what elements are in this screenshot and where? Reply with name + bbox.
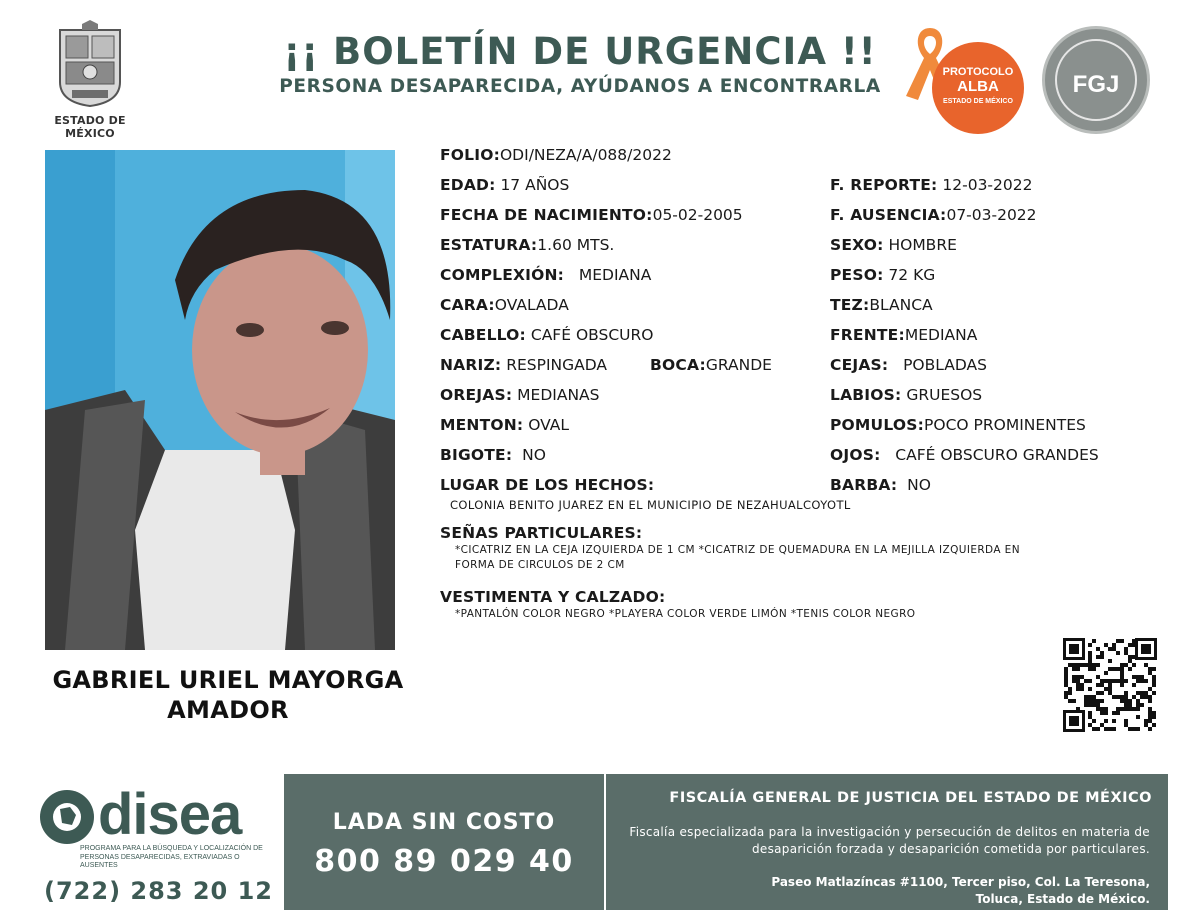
qr-module — [1132, 663, 1136, 667]
qr-module — [1112, 727, 1116, 731]
qr-module — [1124, 691, 1128, 695]
qr-module — [1108, 691, 1112, 695]
field-label: FECHA DE NACIMIENTO: — [440, 206, 653, 224]
field-value: HOMBRE — [883, 236, 957, 254]
field-peso — [830, 265, 935, 285]
qr-module — [1136, 699, 1140, 703]
qr-module — [1144, 695, 1148, 699]
qr-module — [1116, 707, 1120, 711]
qr-module — [1104, 711, 1108, 715]
field-label: FRENTE: — [830, 326, 905, 344]
qr-module — [1096, 683, 1100, 687]
qr-module — [1100, 699, 1104, 703]
field-fecha-nacimiento — [440, 205, 743, 225]
qr-module — [1152, 667, 1156, 671]
field-label: POMULOS: — [830, 416, 925, 434]
qr-code-icon — [1063, 638, 1157, 732]
field-label: BIGOTE: — [440, 446, 513, 464]
field-value: OVAL — [523, 416, 570, 434]
state-label: ESTADO DE MÉXICO — [54, 114, 126, 140]
qr-module — [1112, 695, 1116, 699]
qr-module — [1076, 707, 1080, 711]
qr-module — [1100, 691, 1104, 695]
field-cabello — [440, 325, 653, 345]
qr-module — [1124, 707, 1128, 711]
qr-module — [1064, 683, 1068, 687]
alba-text-line1: PROTOCOLO — [942, 66, 1014, 78]
fgj-seal-ring — [1055, 39, 1137, 121]
qr-module — [1148, 711, 1152, 715]
field-complexion — [440, 265, 651, 285]
field-label: CABELLO: — [440, 326, 526, 344]
fiscalia-address — [590, 874, 1150, 908]
qr-module — [1080, 687, 1084, 691]
field-value: 72 KG — [883, 266, 936, 284]
field-pomulos — [830, 415, 1086, 435]
qr-module — [1084, 699, 1088, 703]
edomex-logo — [28, 20, 152, 140]
qr-module — [1144, 691, 1148, 695]
address-line2: Toluca, Estado de México. — [975, 892, 1150, 906]
field-value: MEDIANA — [904, 326, 978, 344]
qr-module — [1064, 667, 1068, 671]
qr-module — [1132, 695, 1136, 699]
qr-module — [1132, 639, 1136, 643]
person-photo-image — [45, 150, 395, 650]
qr-module — [1120, 675, 1124, 679]
alba-text-line2: ALBA — [957, 78, 999, 95]
qr-module — [1148, 699, 1152, 703]
qr-module — [1148, 695, 1152, 699]
qr-module — [1128, 667, 1132, 671]
qr-module — [1128, 655, 1132, 659]
field-value: GRANDE — [705, 356, 772, 374]
qr-module — [1124, 703, 1128, 707]
qr-module — [1140, 679, 1144, 683]
field-barba — [830, 475, 931, 495]
qr-module — [1104, 719, 1108, 723]
qr-module — [1076, 675, 1080, 679]
qr-module — [1084, 695, 1088, 699]
qr-module — [1088, 703, 1092, 707]
alba-circle — [932, 42, 1024, 134]
field-labios — [830, 385, 982, 405]
qr-module — [1084, 663, 1088, 667]
qr-module — [1132, 727, 1136, 731]
field-label: OJOS: — [830, 446, 881, 464]
qr-module — [1096, 727, 1100, 731]
field-label: EDAD: — [440, 176, 496, 194]
qr-module — [1136, 715, 1140, 719]
odisea-wordmark: disea — [98, 782, 242, 847]
qr-module — [1120, 663, 1124, 667]
field-label: BARBA: — [830, 476, 898, 494]
qr-module — [1108, 667, 1112, 671]
qr-module — [1072, 675, 1076, 679]
field-value: MEDIANAS — [512, 386, 600, 404]
qr-module — [1068, 699, 1072, 703]
field-label: FOLIO: — [440, 146, 500, 164]
qr-module — [1152, 711, 1156, 715]
qr-module — [1096, 655, 1100, 659]
qr-module — [1148, 719, 1152, 723]
field-orejas — [440, 385, 599, 405]
qr-module — [1148, 707, 1152, 711]
field-label: CEJAS: — [830, 356, 889, 374]
qr-module — [1096, 699, 1100, 703]
qr-module — [1092, 703, 1096, 707]
qr-module — [1148, 667, 1152, 671]
person-name-line2: AMADOR — [167, 696, 289, 724]
qr-module — [1148, 687, 1152, 691]
odisea-location-icon — [34, 787, 100, 853]
qr-module — [1088, 711, 1092, 715]
field-value: ODI/NEZA/A/088/2022 — [499, 146, 672, 164]
qr-module — [1088, 659, 1092, 663]
senas-line2: FORMA DE CIRCULOS DE 2 CM — [455, 559, 625, 571]
field-frente — [830, 325, 977, 345]
coat-of-arms-icon — [52, 20, 128, 108]
qr-module — [1100, 707, 1104, 711]
field-folio — [440, 145, 672, 165]
qr-module — [1108, 647, 1112, 651]
field-label: CARA: — [440, 296, 495, 314]
qr-module — [1088, 679, 1092, 683]
qr-module — [1152, 691, 1156, 695]
qr-module — [1068, 663, 1072, 667]
senas-title: SEÑAS PARTICULARES: — [440, 524, 643, 542]
qr-module — [1108, 727, 1112, 731]
field-boca — [650, 355, 772, 375]
bulletin-header — [250, 30, 910, 97]
qr-module — [1120, 699, 1124, 703]
qr-module — [1100, 723, 1104, 727]
qr-module — [1112, 643, 1116, 647]
qr-module — [1140, 691, 1144, 695]
field-label: COMPLEXIÓN: — [440, 266, 565, 284]
qr-module — [1092, 667, 1096, 671]
qr-module — [1136, 727, 1140, 731]
qr-module — [1120, 695, 1124, 699]
qr-module — [1140, 703, 1144, 707]
contact-band — [284, 774, 1168, 910]
qr-module — [1120, 707, 1124, 711]
qr-module — [1108, 679, 1112, 683]
alba-text-line3: ESTADO DE MÉXICO — [943, 98, 1013, 105]
qr-module — [1064, 691, 1068, 695]
qr-module — [1116, 711, 1120, 715]
field-label: TEZ: — [830, 296, 870, 314]
bulletin-title: ¡¡ BOLETÍN DE URGENCIA !! — [283, 30, 877, 73]
field-value: NO — [512, 446, 546, 464]
field-label: ESTATURA: — [440, 236, 538, 254]
person-name-line1: GABRIEL URIEL MAYORGA — [52, 666, 404, 694]
lada-phone-number[interactable]: 800 89 029 40 — [314, 844, 574, 879]
qr-module — [1076, 667, 1080, 671]
field-value: OVALADA — [494, 296, 569, 314]
qr-module — [1132, 643, 1136, 647]
missing-person-photo — [45, 150, 395, 650]
qr-module — [1088, 643, 1092, 647]
field-value: GRUESOS — [901, 386, 983, 404]
field-value: BLANCA — [869, 296, 933, 314]
qr-module — [1104, 671, 1108, 675]
qr-module — [1104, 643, 1108, 647]
qr-module — [1128, 727, 1132, 731]
qr-module — [1096, 663, 1100, 667]
field-value: 17 AÑOS — [495, 176, 570, 194]
field-edad — [440, 175, 569, 195]
field-value: CAFÉ OBSCURO GRANDES — [880, 446, 1099, 464]
qr-module — [1116, 679, 1120, 683]
lugar-hechos-text: COLONIA BENITO JUAREZ EN EL MUNICIPIO DE NEZAHUALCOYOTL — [450, 498, 851, 512]
qr-module — [1112, 711, 1116, 715]
qr-module — [1148, 671, 1152, 675]
field-label: LUGAR DE LOS HECHOS: — [440, 476, 655, 494]
qr-module — [1088, 695, 1092, 699]
qr-module — [1104, 707, 1108, 711]
qr-module — [1076, 663, 1080, 667]
qr-module — [1116, 667, 1120, 671]
qr-module — [1072, 667, 1076, 671]
qr-module — [1088, 663, 1092, 667]
qr-module — [1152, 683, 1156, 687]
qr-module — [1108, 659, 1112, 663]
fgj-seal — [1042, 26, 1150, 134]
protocolo-alba-logo — [900, 24, 1032, 134]
qr-module — [1132, 707, 1136, 711]
qr-module — [1104, 727, 1108, 731]
field-label: LABIOS: — [830, 386, 902, 404]
field-label: NARIZ: — [440, 356, 502, 374]
qr-module — [1148, 715, 1152, 719]
qr-module — [1092, 699, 1096, 703]
field-ojos — [830, 445, 1099, 465]
field-value: POBLADAS — [888, 356, 987, 374]
qr-module — [1144, 719, 1148, 723]
qr-module — [1128, 699, 1132, 703]
field-label: PESO: — [830, 266, 884, 284]
qr-module — [1112, 719, 1116, 723]
field-label: SEXO: — [830, 236, 884, 254]
qr-module — [1128, 659, 1132, 663]
qr-module — [1076, 687, 1080, 691]
qr-module — [1128, 707, 1132, 711]
qr-module — [1108, 687, 1112, 691]
field-value: 07-03-2022 — [946, 206, 1037, 224]
qr-module — [1124, 695, 1128, 699]
qr-module — [1124, 699, 1128, 703]
qr-module — [1120, 639, 1124, 643]
qr-module — [1144, 723, 1148, 727]
field-cejas — [830, 355, 987, 375]
qr-module — [1132, 675, 1136, 679]
qr-module — [1120, 679, 1124, 683]
qr-module — [1100, 683, 1104, 687]
qr-module — [1068, 687, 1072, 691]
fiscalia-title: FISCALÍA GENERAL DE JUSTICIA DEL ESTADO DE MÉXICO — [669, 790, 1152, 806]
field-value: POCO PROMINENTES — [924, 416, 1086, 434]
field-value: MEDIANA — [564, 266, 652, 284]
field-bigote — [440, 445, 546, 465]
qr-module — [1144, 663, 1148, 667]
qr-module — [1104, 679, 1108, 683]
qr-module — [1124, 647, 1128, 651]
vestimenta-title: VESTIMENTA Y CALZADO: — [440, 588, 666, 606]
qr-module — [1088, 651, 1092, 655]
vestimenta-text: *PANTALÓN COLOR NEGRO *PLAYERA COLOR VERDE LIMÓN *TENIS COLOR NEGRO — [455, 608, 916, 620]
field-tez — [830, 295, 933, 315]
field-cara — [440, 295, 569, 315]
qr-module — [1152, 679, 1156, 683]
qr-module — [1120, 671, 1124, 675]
qr-module — [1100, 711, 1104, 715]
qr-module — [1112, 667, 1116, 671]
qr-code[interactable] — [1063, 638, 1157, 732]
field-label: OREJAS: — [440, 386, 513, 404]
qr-module — [1064, 679, 1068, 683]
qr-module — [1088, 715, 1092, 719]
lada-label: LADA SIN COSTO — [332, 810, 556, 835]
qr-module — [1136, 679, 1140, 683]
qr-module — [1088, 667, 1092, 671]
bulletin-subtitle: PERSONA DESAPARECIDA, AYÚDANOS A ENCONTRARLA — [279, 76, 881, 97]
qr-module — [1076, 679, 1080, 683]
fgj-logo-text: FGJ — [1072, 71, 1120, 98]
qr-module — [1092, 639, 1096, 643]
qr-module — [1136, 703, 1140, 707]
qr-module — [1140, 695, 1144, 699]
field-label: F. AUSENCIA: — [830, 206, 947, 224]
qr-module — [1084, 703, 1088, 707]
qr-module — [1064, 671, 1068, 675]
qr-module — [1124, 719, 1128, 723]
field-estatura — [440, 235, 614, 255]
qr-module — [1064, 695, 1068, 699]
qr-module — [1132, 683, 1136, 687]
qr-module — [1124, 723, 1128, 727]
qr-module — [1136, 675, 1140, 679]
qr-module — [1100, 679, 1104, 683]
qr-module — [1092, 727, 1096, 731]
field-menton — [440, 415, 569, 435]
qr-module — [1116, 651, 1120, 655]
qr-module — [1092, 663, 1096, 667]
qr-module — [1124, 651, 1128, 655]
qr-module — [1152, 723, 1156, 727]
qr-module — [1120, 683, 1124, 687]
address-line1: Paseo Matlazíncas #1100, Tercer piso, Col. La Teresona, — [771, 875, 1150, 889]
qr-module — [1104, 687, 1108, 691]
qr-module — [1140, 675, 1144, 679]
field-value: RESPINGADA — [501, 356, 608, 374]
field-sexo — [830, 235, 957, 255]
qr-module — [1112, 647, 1116, 651]
qr-module — [1108, 683, 1112, 687]
qr-module — [1072, 663, 1076, 667]
qr-module — [1144, 679, 1148, 683]
qr-module — [1072, 699, 1076, 703]
qr-module — [1084, 679, 1088, 683]
qr-module — [1076, 683, 1080, 687]
qr-module — [1092, 719, 1096, 723]
field-label: MENTON: — [440, 416, 524, 434]
field-fecha-ausencia — [830, 205, 1037, 225]
qr-module — [1136, 691, 1140, 695]
field-lugar-hechos — [440, 475, 654, 495]
qr-module — [1080, 675, 1084, 679]
field-value: 05-02-2005 — [652, 206, 743, 224]
field-fecha-reporte — [830, 175, 1032, 195]
qr-module — [1092, 695, 1096, 699]
field-value: NO — [897, 476, 931, 494]
qr-module — [1100, 655, 1104, 659]
qr-module — [1116, 695, 1120, 699]
qr-module — [1088, 687, 1092, 691]
qr-module — [1120, 667, 1124, 671]
qr-module — [1080, 683, 1084, 687]
odisea-phone[interactable]: (722) 283 20 12 — [44, 877, 273, 905]
fiscalia-description: Fiscalía especializada para la investigación y persecución de delitos en materia de desaparición forzada y desaparición cometida por particulares. — [629, 825, 1150, 856]
qr-module — [1112, 679, 1116, 683]
qr-module — [1124, 663, 1128, 667]
person-full-name — [28, 665, 428, 725]
qr-module — [1100, 651, 1104, 655]
field-value: 1.60 MTS. — [537, 236, 615, 254]
odisea-logo — [34, 783, 274, 908]
qr-module — [1088, 655, 1092, 659]
field-value: CAFÉ OBSCURO — [525, 326, 654, 344]
qr-module — [1152, 675, 1156, 679]
odisea-program-text: PROGRAMA PARA LA BÚSQUEDA Y LOCALIZACIÓN DE PERSONAS DESAPARECIDAS, EXTRAVIADAS O AUSENTES — [80, 845, 263, 869]
qr-module — [1096, 691, 1100, 695]
qr-module — [1096, 707, 1100, 711]
qr-module — [1072, 679, 1076, 683]
field-label: BOCA: — [650, 356, 706, 374]
qr-module — [1088, 723, 1092, 727]
qr-module — [1096, 675, 1100, 679]
qr-module — [1136, 707, 1140, 711]
qr-module — [1064, 675, 1068, 679]
qr-module — [1128, 643, 1132, 647]
qr-module — [1096, 647, 1100, 651]
qr-module — [1152, 715, 1156, 719]
qr-module — [1080, 663, 1084, 667]
qr-module — [1132, 655, 1136, 659]
qr-module — [1116, 639, 1120, 643]
senas-line1: *CICATRIZ EN LA CEJA IZQUIERDA DE 1 CM *CICATRIZ DE QUEMADURA EN LA MEJILLA IZQUIERDA EN — [455, 544, 1020, 556]
qr-module — [1128, 703, 1132, 707]
qr-module — [1068, 691, 1072, 695]
field-label: F. REPORTE: — [830, 176, 938, 194]
qr-module — [1148, 727, 1152, 731]
qr-module — [1096, 703, 1100, 707]
field-nariz — [440, 355, 607, 375]
field-value: 12-03-2022 — [937, 176, 1033, 194]
qr-module — [1124, 679, 1128, 683]
qr-module — [1088, 699, 1092, 703]
